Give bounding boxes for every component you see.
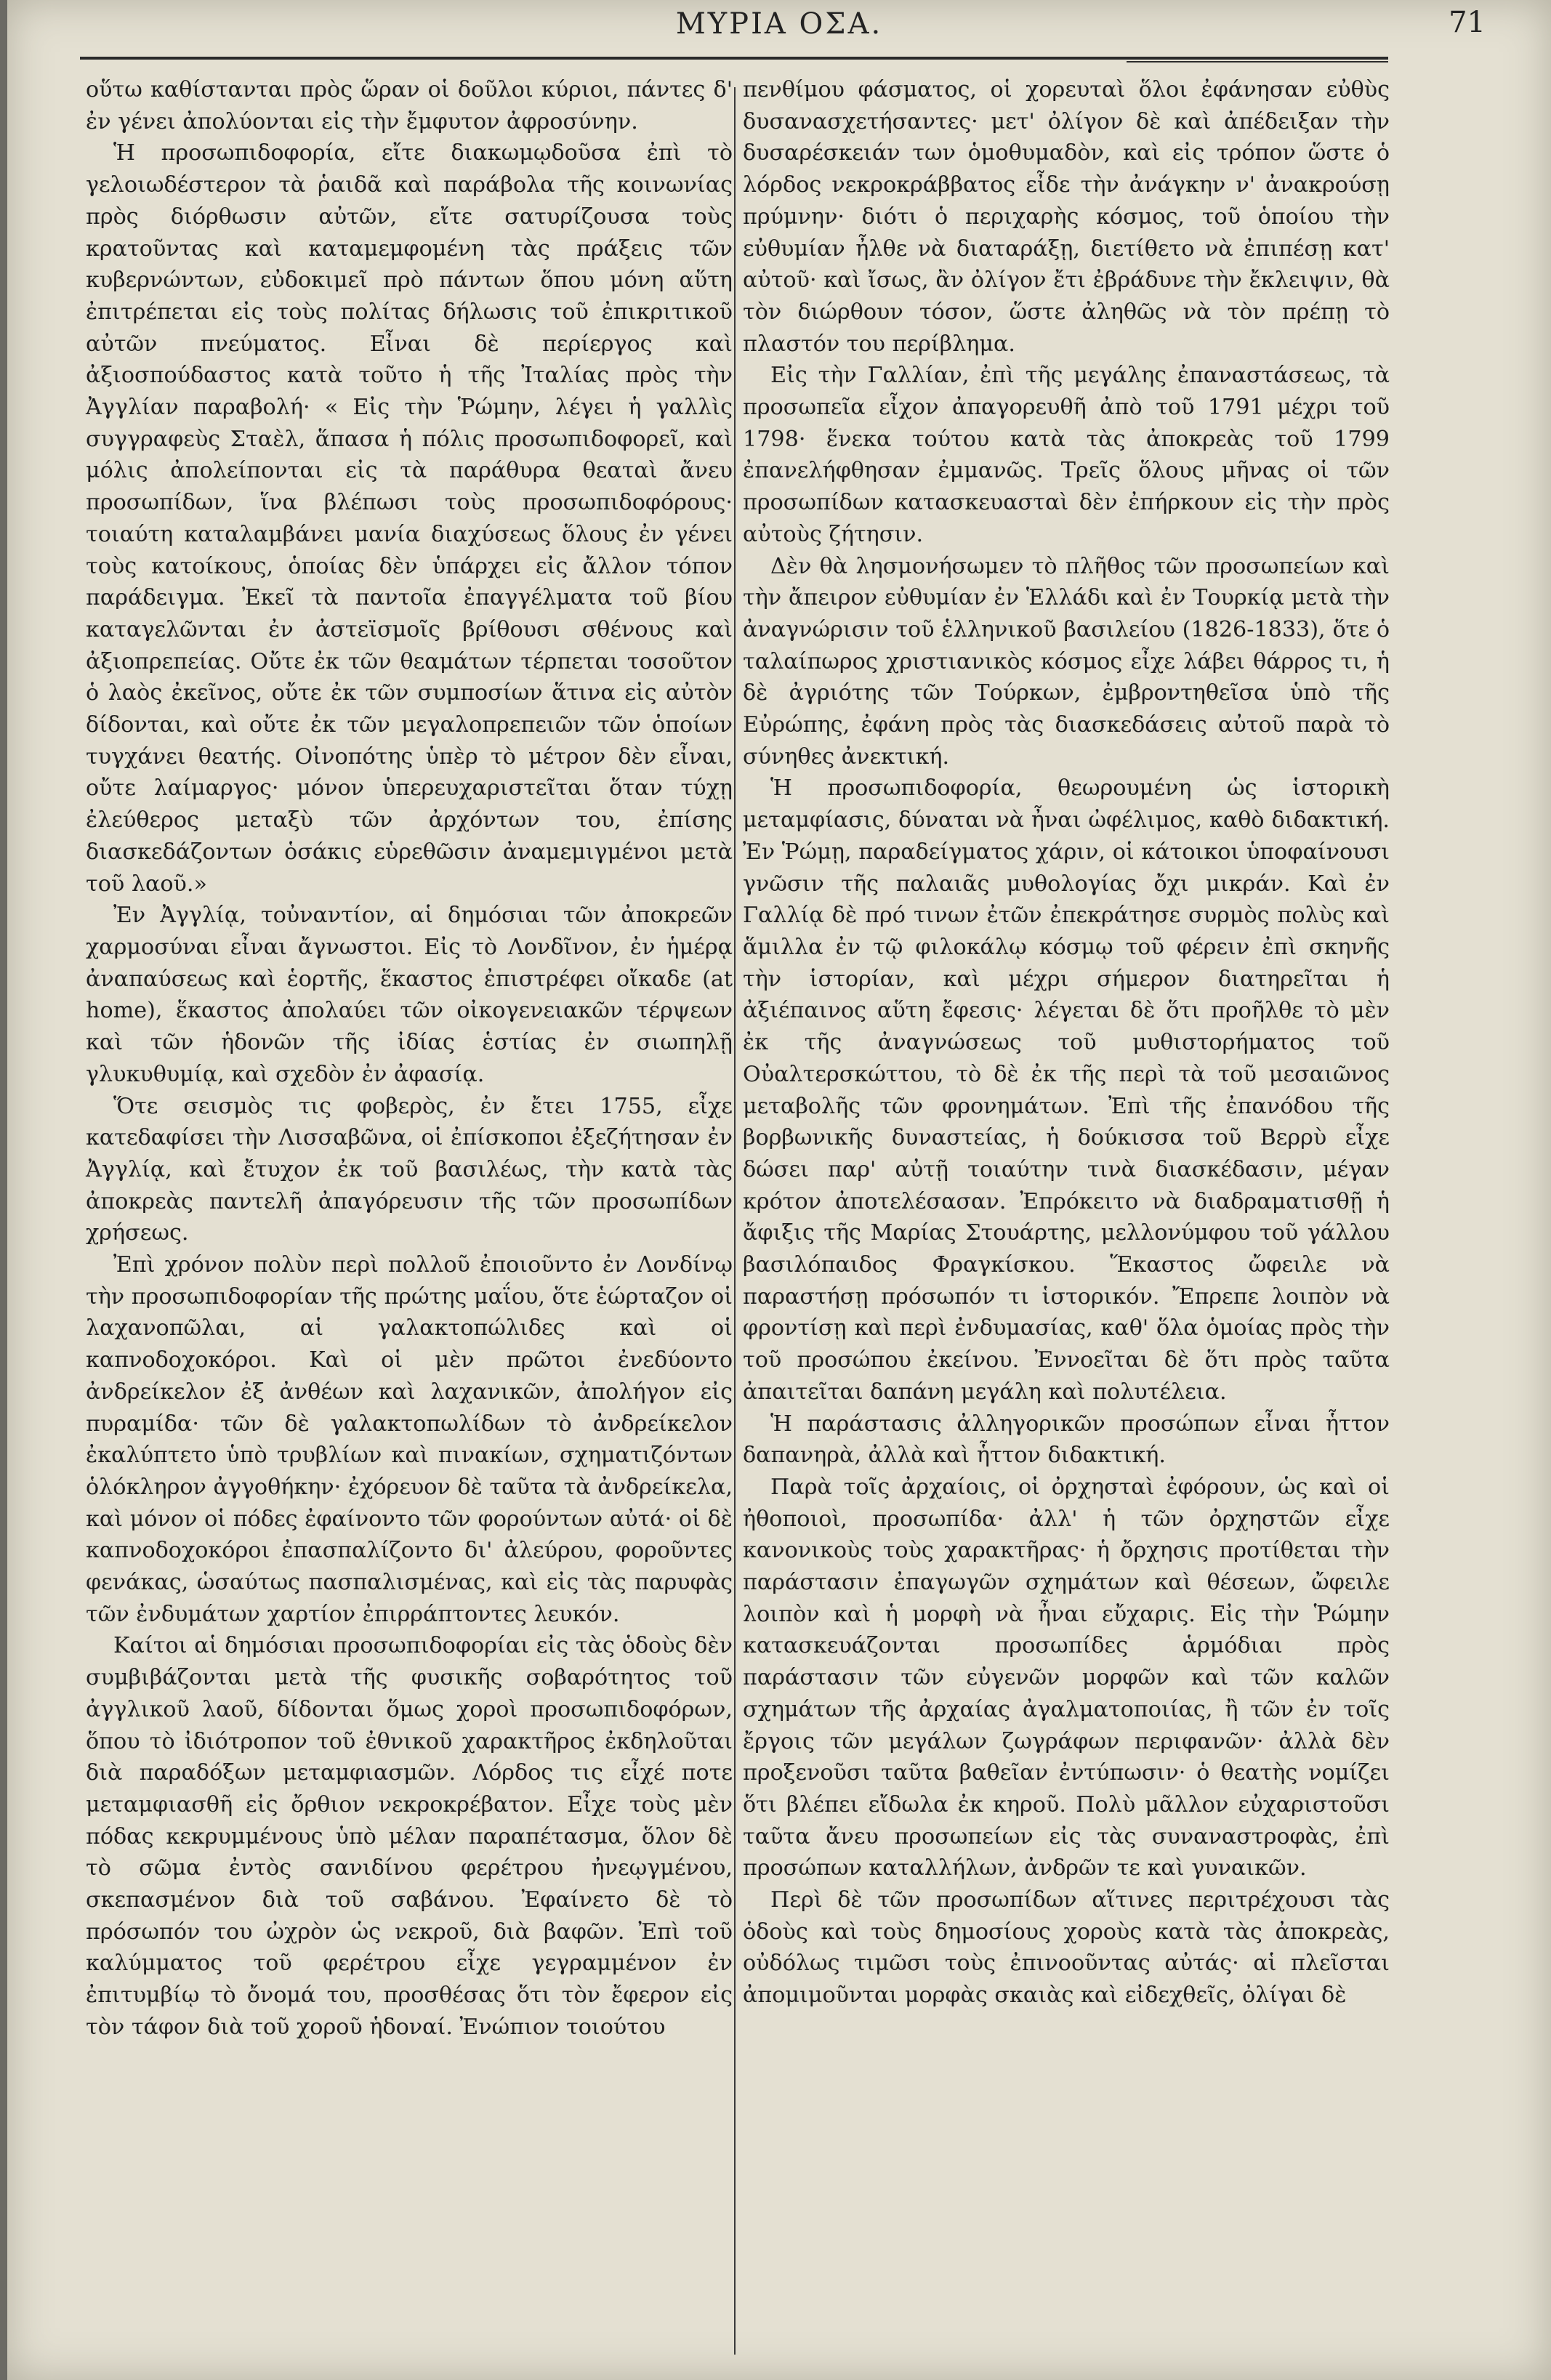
paragraph: Καίτοι αἱ δημόσιαι προσωπιδοφορίαι εἰς τὰς ὁδοὺς δὲν συμβιβάζονται μετὰ τῆς φυσικῆς σοβαρότητος τοῦ ἀγγλικοῦ λαοῦ, δίδονται ὅμως χοροὶ προσωπιδοφόρων, ὅπου τὸ ἰδιότροπον τοῦ ἐθνικοῦ χαρακτῆρος ἐκδηλοῦται διὰ παραδόξων μεταμφιασμῶν. Λόρδος τις εἶχέ ποτε μεταμφιασθῆ εἰς ὄρθιον νεκροκρέβατον. Εἶχε τοὺς μὲν πόδας κεκρυμμένους ὑπὸ μέλαν παραπέτασμα, ὅλον δὲ τὸ σῶμα ἐντὸς σανιδίνου φερέτρου ἠνεῳγμένου, σκεπασμένον διὰ τοῦ σαβάνου. Ἐφαίνετο δὲ τὸ πρόσωπόν του ὠχρὸν ὡς νεκροῦ, διὰ βαφῶν. Ἐπὶ τοῦ καλύμματος τοῦ φερέτρου εἶχε γεγραμμένον ἐν ἐπιτυμβίῳ τὸ ὄνομά του, προσθέσας ὅτι τὸν ἔφερον εἰς τὸν τάφον διὰ τοῦ χοροῦ ἡδοναί. Ἐνώπιον τοιούτου: [86, 1633, 733, 2040]
paragraph: Ἡ παράστασις ἀλληγορικῶν προσώπων εἶναι ἧττον δαπανηρὰ, ἀλλὰ καὶ ἧττον διδακτική.: [743, 1411, 1390, 1469]
paragraph: οὕτω καθίστανται πρὸς ὥραν οἱ δοῦλοι κύριοι, πάντες δ' ἐν γένει ἀπολύονται εἰς τὴν ἔμφυτον ἀφροσύνην.: [86, 77, 733, 134]
column-divider: [734, 87, 736, 2355]
paragraph: Ὅτε σεισμὸς τις φοβερὸς, ἐν ἔτει 1755, εἶχε κατεδαφίσει τὴν Λισσαβῶνα, οἱ ἐπίσκοποι ἐξεζήτησαν ἐν Ἀγγλίᾳ, καὶ ἔτυχον ἐκ τοῦ βασιλέως, τὴν κατὰ τὰς ἀποκρεὰς παντελῆ ἀπαγόρευσιν τῆς τῶν προσωπίδων χρήσεως.: [86, 1093, 733, 1246]
paragraph: Ἡ προσωπιδοφορία, εἴτε διακωμῳδοῦσα ἐπὶ τὸ γελοιωδέστερον τὰ ῥαιδᾶ καὶ παράβολα τῆς κοινωνίας πρὸς διόρθωσιν αὐτῶν, εἴτε σατυρίζουσα τοὺς κρατοῦντας καὶ καταμεμφομένη τὰς πράξεις τῶν κυβερνώντων, εὐδοκιμεῖ πρὸ πάντων ὅπου μόνη αὕτη ἐπιτρέπεται εἰς τοὺς πολίτας δήλωσις τοῦ ἐπικριτικοῦ αὐτῶν πνεύματος. Εἶναι δὲ περίεργος καὶ ἀξιοσπούδαστος κατὰ τοῦτο ἡ τῆς Ἰταλίας πρὸς τὴν Ἀγγλίαν παραβολή· « Εἰς τὴν Ῥώμην, λέγει ἡ γαλλὶς συγγραφεὺς Σταὲλ, ἅπασα ἡ πόλις προσωπιδοφορεῖ, καὶ μόλις ἀπολείπονται εἰς τὰ παράθυρα θεαταὶ ἄνευ προσωπίδων, ἵνα βλέπωσι τοὺς προσωπιδοφόρους· τοιαύτη καταλαμβάνει μανία διαχύσεως ὅλους ἐν γένει τοὺς κατοίκους, ὁποίας δὲν ὑπάρχει εἰς ἄλλον τόπον παράδειγμα. Ἐκεῖ τὰ παντοῖα ἐπαγγέλματα τοῦ βίου καταγελῶνται ἐν ἀστεϊσμοῖς βρίθουσι σθένους καὶ ἀξιοπρεπείας. Οὔτε ἐκ τῶν θεαμάτων τέρπεται τοσοῦτον ὁ λαὸς ἐκεῖνος, οὔτε ἐκ τῶν συμποσίων ἅτινα εἰς αὐτὸν δίδονται, καὶ οὔτε ἐκ τῶν μεγαλοπρεπειῶν τῶν ὁποίων τυγχάνει θεατής. Οἰνοπότης ὑπὲρ τὸ μέτρον δὲν εἶναι, οὔτε λαίμαργος· μόνον ὑπερευχαριστεῖται ὅταν τύχῃ ἐλεύθερος μεταξὺ τῶν ἀρχόντων του, ἐπίσης διασκεδάζοντων ὁσάκις εὑρεθῶσιν ἀναμεμιγμένοι μετὰ τοῦ λαοῦ.»: [86, 140, 733, 897]
paragraph: Ἐπὶ χρόνον πολὺν περὶ πολλοῦ ἐποιοῦντο ἐν Λονδίνῳ τὴν προσωπιδοφορίαν τῆς πρώτης μαΐου, ὅτε ἑώρταζον οἱ λαχανοπῶλαι, αἱ γαλακτοπώλιδες καὶ οἱ καπνοδοχοκόροι. Καὶ οἱ μὲν πρῶτοι ἐνεδύοντο ἀνδρείκελον ἐξ ἀνθέων καὶ λαχανικῶν, ἀπολήγον εἰς πυραμίδα· τῶν δὲ γαλακτοπωλίδων τὸ ἀνδρείκελον ἐκαλύπτετο ὑπὸ τρυβλίων καὶ πινακίων, σχηματιζόντων ὁλόκληρον ἀγγοθήκην· ἐχόρευον δὲ ταῦτα τὰ ἀνδρείκελα, καὶ μόνον οἱ πόδες ἐφαίνοντο τῶν φορούντων αὐτά· οἱ δὲ καπνοδοχοκόροι ἐπασπαλίζοντο δι' ἀλεύρου, φοροῦντες φενάκας, ὡσαύτως πασπαλισμένας, καὶ εἰς τὰς παρυφὰς τῶν ἐνδυμάτων χαρτίον ἐπιρράπτοντες λευκόν.: [86, 1252, 733, 1627]
header-rule-secondary: [1127, 61, 1388, 62]
paragraph: Ἡ προσωπιδοφορία, θεωρουμένη ὡς ἱστορικὴ μεταμφίασις, δύναται νὰ ἦναι ὠφέλιμος, καθὸ διδακτική. Ἐν Ῥώμῃ, παραδείγματος χάριν, οἱ κάτοικοι ὑποφαίνουσι γνῶσιν τῆς παλαιᾶς μυθολογίας ὄχι μικράν. Καὶ ἐν Γαλλίᾳ δὲ πρό τινων ἐτῶν ἐπεκράτησε συρμὸς πολὺς καὶ ἅμιλλα ἐν τῷ φιλοκάλῳ κόσμῳ τοῦ φέρειν ἐπὶ σκηνῆς τὴν ἱστορίαν, καὶ μέχρι σήμερον διατηρεῖται ἡ ἀξιέπαινος αὕτη ἔφεσις· λέγεται δὲ ὅτι προῆλθε τὸ μὲν ἐκ τῆς ἀναγνώσεως τοῦ μυθιστορήματος τοῦ Οὐαλτερσκώττου, τὸ δὲ ἐκ τῆς περὶ τὰ τοῦ μεσαιῶνος μεταβολῆς τῶν φρονημάτων. Ἐπὶ τῆς ἐπανόδου τῆς βορβωνικῆς δυναστείας, ἡ δούκισσα τοῦ Βερρὺ εἶχε δώσει παρ' αὐτῇ τοιαύτην τινὰ διασκέδασιν, μέγαν κρότον ἀποτελέσασαν. Ἐπρόκειτο νὰ διαδραματισθῇ ἡ ἄφιξις τῆς Μαρίας Στουάρτης, μελλονύμφου τοῦ γάλλου βασιλόπαιδος Φραγκίσκου. Ἕκαστος ὤφειλε νὰ παραστήσῃ πρόσωπόν τι ἱστορικόν. Ἔπρεπε λοιπὸν νὰ φροντίσῃ καὶ περὶ ἐνδυμασίας, καθ' ὅλα ὁμοίας πρὸς τὴν τοῦ προσώπου ἐκείνου. Ἐννοεῖται δὲ ὅτι πρὸς ταῦτα ἀπαιτεῖται δαπάνη μεγάλη καὶ πολυτέλεια.: [743, 775, 1390, 1405]
header-rule: [80, 57, 1388, 60]
paragraph: Παρὰ τοῖς ἀρχαίοις, οἱ ὀρχησταὶ ἐφόρουν, ὡς καὶ οἱ ἠθοποιοὶ, προσωπίδα· ἀλλ' ἡ τῶν ὀρχηστῶν εἶχε κανονικοὺς τοὺς χαρακτῆρας· ἡ ὄρχησις προτίθεται τὴν παράστασιν ἐπαγωγῶν σχημάτων καὶ θέσεων, ὤφειλε λοιπὸν καὶ ἡ μορφὴ νὰ ἦναι εὔχαρις. Εἰς τὴν Ῥώμην κατασκευάζονται προσωπίδες ἁρμόδιαι πρὸς παράστασιν τῶν εὐγενῶν μορφῶν καὶ τῶν καλῶν σχημάτων τῆς ἀρχαίας ἀγαλματοποιίας, ἢ τῶν ἐν τοῖς ἔργοις τῶν μεγάλων ζωγράφων περιφανῶν· ἀλλὰ δὲν προξενοῦσι ταῦτα βαθεῖαν ἐντύπωσιν· ὁ θεατὴς νομίζει ὅτι βλέπει εἴδωλα ἐκ κηροῦ. Πολὺ μᾶλλον εὐχαριστοῦσι ταῦτα ἄνευ προσωπείων εἰς τὰς συναναστροφὰς, ἐπὶ προσώπων καταλλήλων, ἀνδρῶν τε καὶ γυναικῶν.: [743, 1474, 1390, 1881]
paragraph: Εἰς τὴν Γαλλίαν, ἐπὶ τῆς μεγάλης ἐπαναστάσεως, τὰ προσωπεῖα εἶχον ἀπαγορευθῆ ἀπὸ τοῦ 1791 μέχρι τοῦ 1798· ἕνεκα τούτου κατὰ τὰς ἀποκρεὰς τοῦ 1799 ἐπανελήφθησαν ἐμμανῶς. Τρεῖς ὅλους μῆνας οἱ τῶν προσωπίδων κατασκευασταὶ δὲν ἐπήρκουν εἰς τὴν πρὸς αὐτοὺς ζήτησιν.: [743, 363, 1390, 547]
book-page: [7, 0, 1551, 2380]
running-header-title: ΜΥΡΙΑ ΟΣΑ.: [675, 7, 883, 41]
paragraph: Περὶ δὲ τῶν προσωπίδων αἵτινες περιτρέχουσι τὰς ὁδοὺς καὶ τοὺς δημοσίους χοροὺς κατὰ τὰς ἀποκρεὰς, οὐδόλως τιμῶσι τοὺς ἐπινοοῦντας αὐτάς· αἱ πλεῖσται ἀπομιμοῦνται μορφὰς σκαιὰς καὶ εἰδεχθεῖς, ὀλίγαι δὲ: [743, 1887, 1390, 2009]
right-column: [743, 74, 1390, 2012]
page-number: 71: [1449, 6, 1486, 39]
paragraph: πενθίμου φάσματος, οἱ χορευταὶ ὅλοι ἐφάνησαν εὐθὺς δυσανασχετήσαντες· μετ' ὀλίγον δὲ καὶ ἀπέδειξαν τὴν δυσαρέσκειάν των ὁμοθυμαδὸν, καὶ εἰς τρόπον ὥστε ὁ λόρδος νεκροκράββατος εἶδε τὴν ἀνάγκην ν' ἀνακρούσῃ πρύμνην· διότι ὁ περιχαρὴς κόσμος, τοῦ ὁποίου τὴν εὐθυμίαν ἦλθε νὰ διαταράξῃ, διετίθετο νὰ ἐπιπέσῃ κατ' αὐτοῦ· καὶ ἴσως, ἂν ὀλίγον ἔτι ἐβράδυνε τὴν ἔκλειψιν, θὰ τὸν διώρθουν τόσον, ὥστε ἀληθῶς νὰ τὸν πρέπῃ τὸ πλαστόν του περίβλημα.: [743, 77, 1390, 357]
paragraph: Δὲν θὰ λησμονήσωμεν τὸ πλῆθος τῶν προσωπείων καὶ τὴν ἄπειρον εὐθυμίαν ἐν Ἑλλάδι καὶ ἐν Τουρκίᾳ μετὰ τὴν ἀναγνώρισιν τοῦ ἑλληνικοῦ βασιλείου (1826-1833), ὅτε ὁ ταλαίπωρος χριστιανικὸς κόσμος εἶχε λάβει θάρρος τι, ἡ δὲ ἀγριότης τῶν Τούρκων, ἐμβροντηθεῖσα ὑπὸ τῆς Εὐρώπης, ἐφάνη πρὸς τὰς διασκεδάσεις αὐτοῦ παρὰ τὸ σύνηθες ἀνεκτική.: [743, 553, 1390, 770]
left-column: [86, 74, 733, 2044]
paragraph: Ἐν Ἀγγλίᾳ, τοὐναντίον, αἱ δημόσιαι τῶν ἀποκρεῶν χαρμοσύναι εἶναι ἄγνωστοι. Εἰς τὸ Λονδῖνον, ἐν ἡμέρᾳ ἀναπαύσεως καὶ ἑορτῆς, ἕκαστος ἐπιστρέφει οἴκαδε (at home), ἕκαστος ἀπολαύει τῶν οἰκογενειακῶν τέρψεων καὶ τῶν ἡδονῶν τῆς ἰδίας ἑστίας ἐν σιωπηλῇ γλυκυθυμίᾳ, καὶ σχεδὸν ἐν ἀφασίᾳ.: [86, 903, 733, 1087]
